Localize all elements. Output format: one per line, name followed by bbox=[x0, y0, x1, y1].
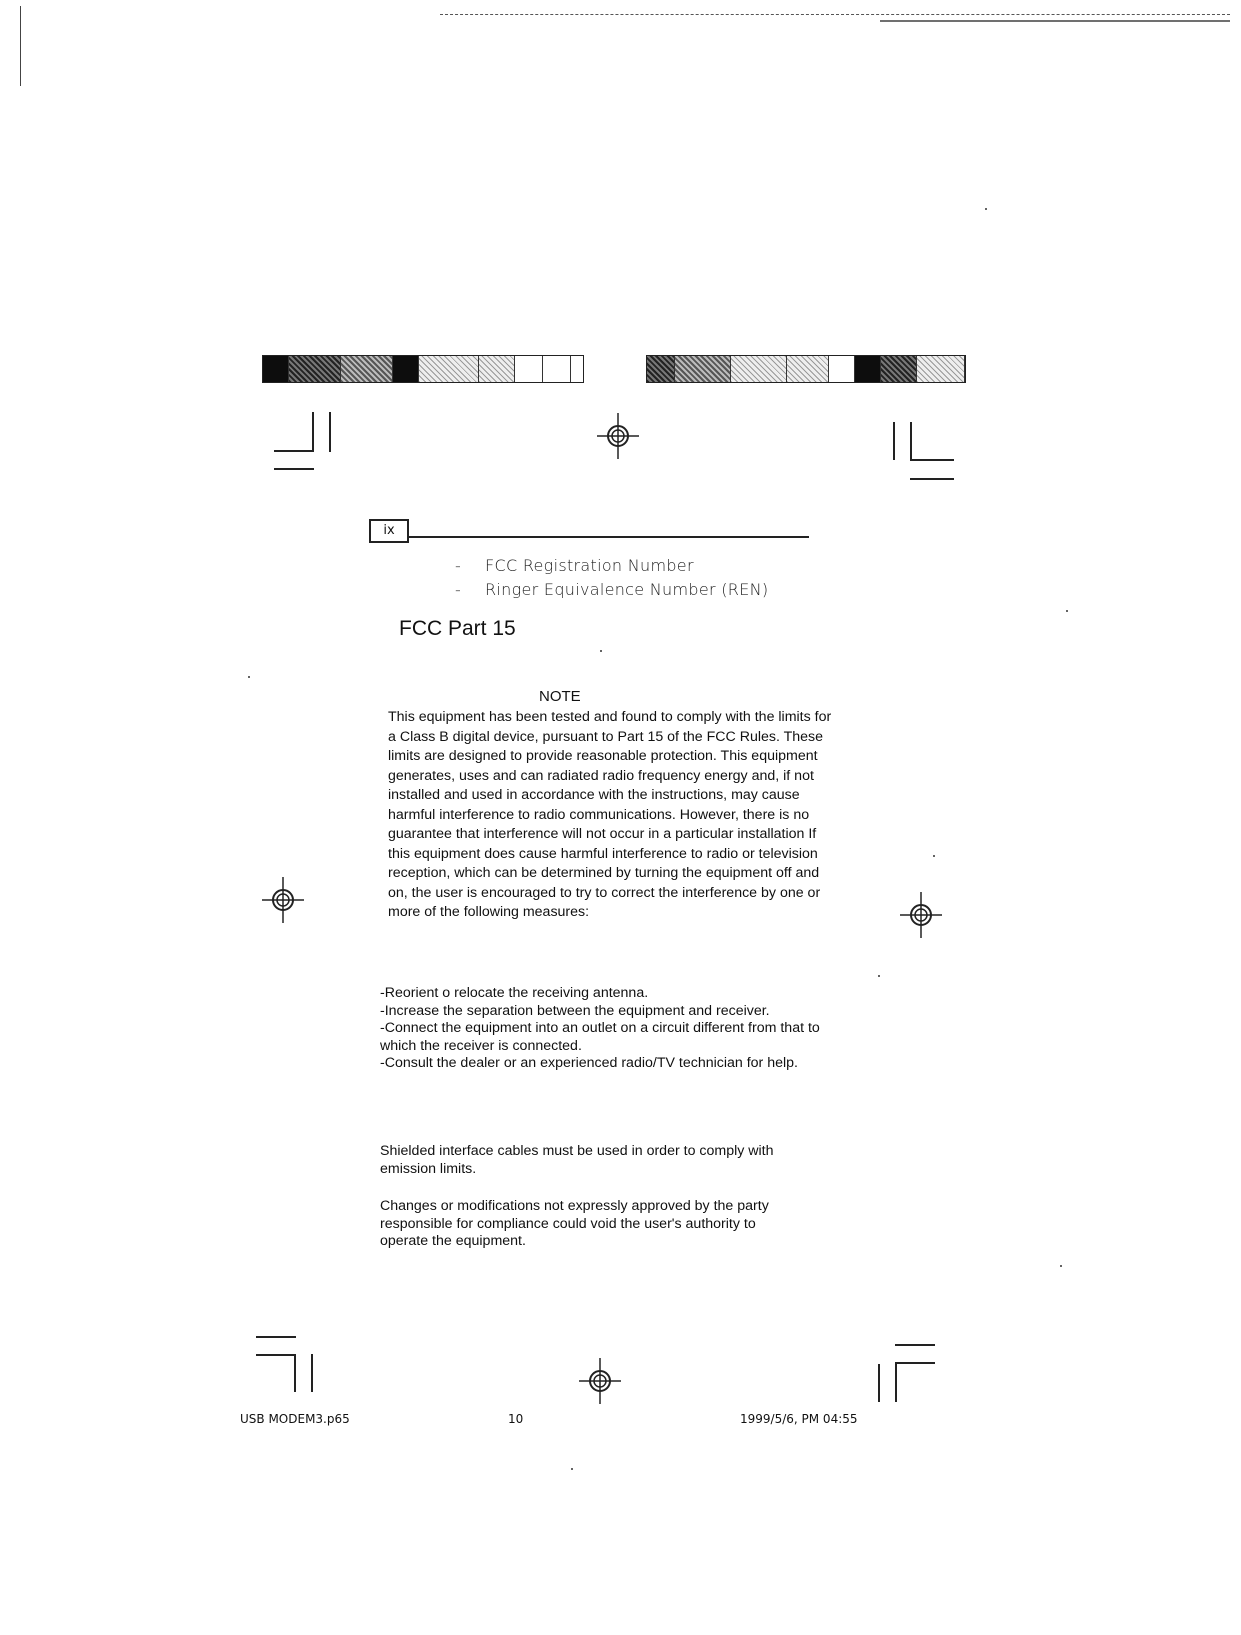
bullet-dash: - bbox=[455, 556, 462, 575]
section-title: FCC Part 15 bbox=[399, 617, 516, 640]
footer-file-name: USB MODEM3.p65 bbox=[240, 1412, 350, 1426]
registration-mark-icon bbox=[260, 877, 306, 923]
measure-item: -Increase the separation between the equipment and receiver. bbox=[380, 1002, 770, 1019]
scan-dust bbox=[571, 1468, 573, 1470]
crop-mark bbox=[878, 1364, 880, 1402]
scan-artifact-line bbox=[440, 14, 1230, 15]
crop-mark bbox=[329, 412, 331, 452]
crop-mark bbox=[910, 459, 954, 461]
registration-mark-icon bbox=[898, 892, 944, 938]
scan-dust bbox=[985, 208, 987, 210]
measure-item: -Consult the dealer or an experienced radio/TV technician for help. bbox=[380, 1055, 798, 1071]
footer-timestamp: 1999/5/6, PM 04:55 bbox=[740, 1412, 858, 1426]
scan-artifact-line bbox=[880, 20, 1230, 22]
crop-mark bbox=[895, 1362, 935, 1364]
list-item bbox=[455, 580, 768, 599]
bullet-text: FCC Registration Number bbox=[485, 556, 694, 575]
crop-mark bbox=[893, 422, 895, 460]
list-item bbox=[455, 556, 694, 575]
scan-dust bbox=[248, 676, 250, 678]
header-rule bbox=[409, 536, 809, 538]
crop-mark bbox=[311, 1354, 313, 1392]
note-body-text: This equipment has been tested and found to comply with the limits for a Class B digital device, pursuant to Part 15 of the FCC Rules. These limits are designed to provide reasonable protection. This equipment generates, uses and can radiated radio frequency energy and, if not installed and used in accordance with the instructions, may cause harmful interference to radio communications. However, there is no guarantee that interference will not occur in a particular installation If this equipment does cause harmful interference to radio or television reception, which can be determined by turning the equipment off and on, the user is encouraged to try to correct the interference by one or more of the following measures: bbox=[388, 709, 832, 920]
crop-mark bbox=[274, 468, 314, 470]
density-bar-left bbox=[262, 355, 584, 383]
scan-artifact-edge bbox=[20, 6, 21, 86]
changes-warning: Changes or modifications not expressly approved by the party responsible for compliance could void the user's authority to operate the equipment. bbox=[380, 1198, 769, 1249]
crop-mark bbox=[274, 450, 314, 452]
crop-mark bbox=[895, 1344, 935, 1346]
crop-mark bbox=[256, 1336, 296, 1338]
scan-dust bbox=[933, 855, 935, 857]
density-bar-right bbox=[646, 355, 966, 383]
crop-mark bbox=[312, 412, 314, 452]
note-body bbox=[388, 708, 836, 923]
footer-page-number: 10 bbox=[508, 1412, 524, 1426]
crop-mark bbox=[895, 1364, 897, 1402]
note-title: NOTE bbox=[539, 688, 581, 705]
shielded-cables-note: Shielded interface cables must be used in order to comply with emission limits. bbox=[380, 1143, 774, 1177]
measure-item: -Connect the equipment into an outlet on a circuit different from that to which the receiver is connected. bbox=[380, 1020, 820, 1054]
bullet-dash: - bbox=[455, 580, 462, 599]
page-label: ix bbox=[369, 519, 409, 543]
crop-mark bbox=[256, 1354, 296, 1356]
measures-list bbox=[380, 985, 825, 1073]
scan-dust bbox=[600, 650, 602, 652]
registration-mark-icon bbox=[577, 1358, 623, 1404]
crop-mark bbox=[910, 422, 912, 460]
scan-dust bbox=[1066, 610, 1068, 612]
bullet-text: Ringer Equivalence Number (REN) bbox=[485, 580, 769, 599]
scan-dust bbox=[1060, 1265, 1062, 1267]
scan-dust bbox=[878, 975, 880, 977]
crop-mark bbox=[294, 1354, 296, 1392]
registration-mark-icon bbox=[595, 413, 641, 459]
crop-mark bbox=[910, 478, 954, 480]
measure-item: -Reorient o relocate the receiving antenna. bbox=[380, 985, 649, 1001]
